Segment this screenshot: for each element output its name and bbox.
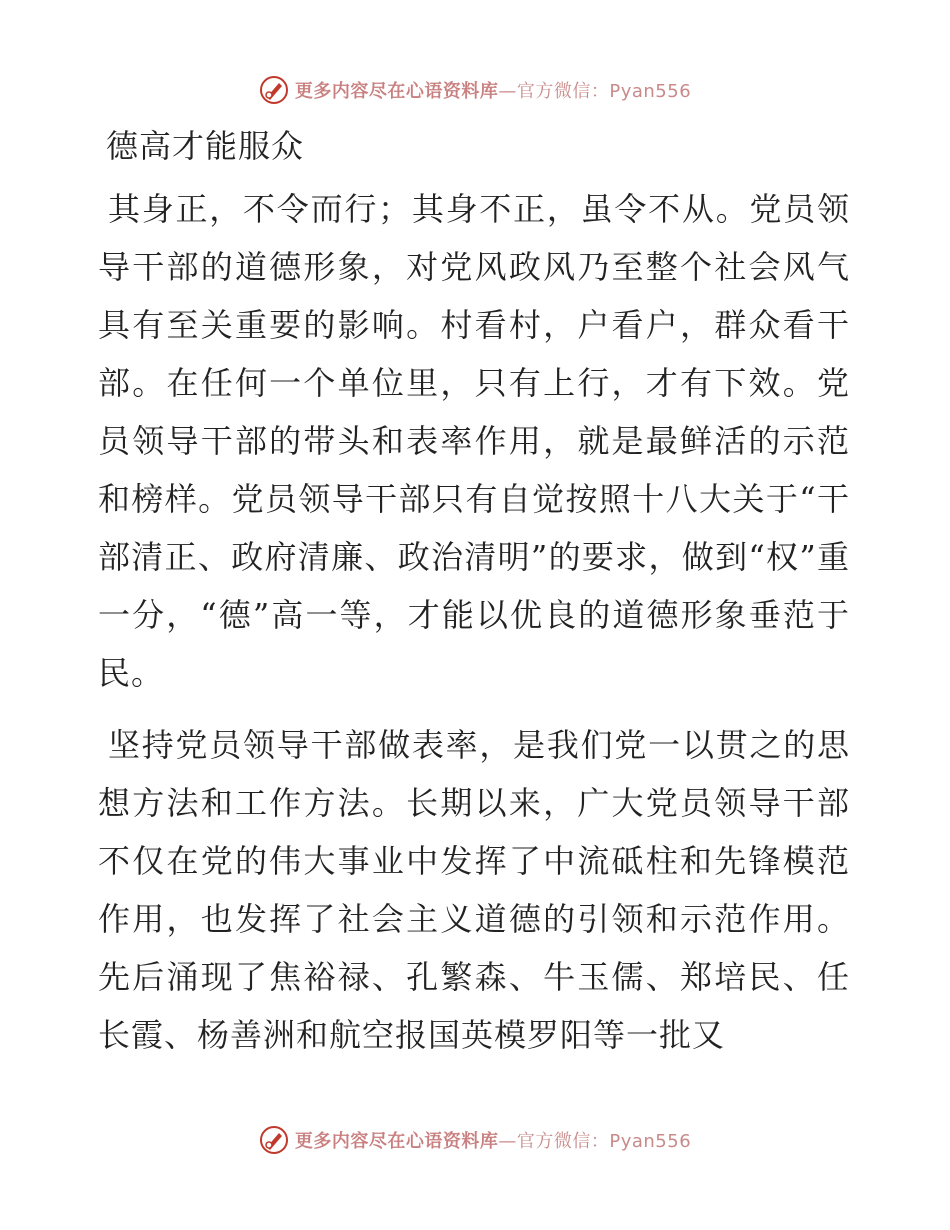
footer-banner-text — [295, 1127, 691, 1153]
header-label: 官方微信： — [516, 81, 610, 102]
article — [98, 122, 850, 1078]
header-wechat-id: Pyan556 — [609, 81, 692, 102]
footer-brand: 更多内容尽在心语资料库 — [294, 1131, 499, 1152]
paragraph-2: 坚持党员领导干部做表率，是我们党一以贯之的思想方法和工作方法。长期以来，广大党员领导干部不仅在党的伟大事业中发挥了中流砥柱和先锋模范作用，也发挥了社会主义道德的引领和示范作用。先后涌现了焦裕禄、孔繁森、牛玉儒、郑培民、任长霞、杨善洲和航空报国英模罗阳等一批又 — [98, 726, 850, 1054]
footer-banner — [0, 1120, 950, 1160]
header-banner-text — [295, 77, 691, 103]
footer-wechat-id: Pyan556 — [609, 1131, 692, 1152]
article-title: 德高才能服众 — [106, 127, 305, 165]
footer-separator: — — [498, 1131, 517, 1152]
pen-logo-icon — [259, 1125, 289, 1155]
footer-label: 官方微信： — [516, 1131, 610, 1152]
header-banner — [0, 70, 950, 110]
pen-logo-icon — [259, 75, 289, 105]
paragraph-1: 其身正，不令而行；其身不正，虽令不从。党员领导干部的道德形象，对党风政风乃至整个社会风气具有至关重要的影响。村看村，户看户，群众看干部。在任何一个单位里，只有上行，才有下效。党员领导干部的带头和表率作用，就是最鲜活的示范和榜样。党员领导干部只有自觉按照十八大关于“干部清正、政府清廉、政治清明”的要求，做到“权”重一分，“德”高一等，才能以优良的道德形象垂范于民。 — [98, 190, 850, 692]
header-brand: 更多内容尽在心语资料库 — [294, 81, 499, 102]
header-separator: — — [498, 81, 517, 102]
